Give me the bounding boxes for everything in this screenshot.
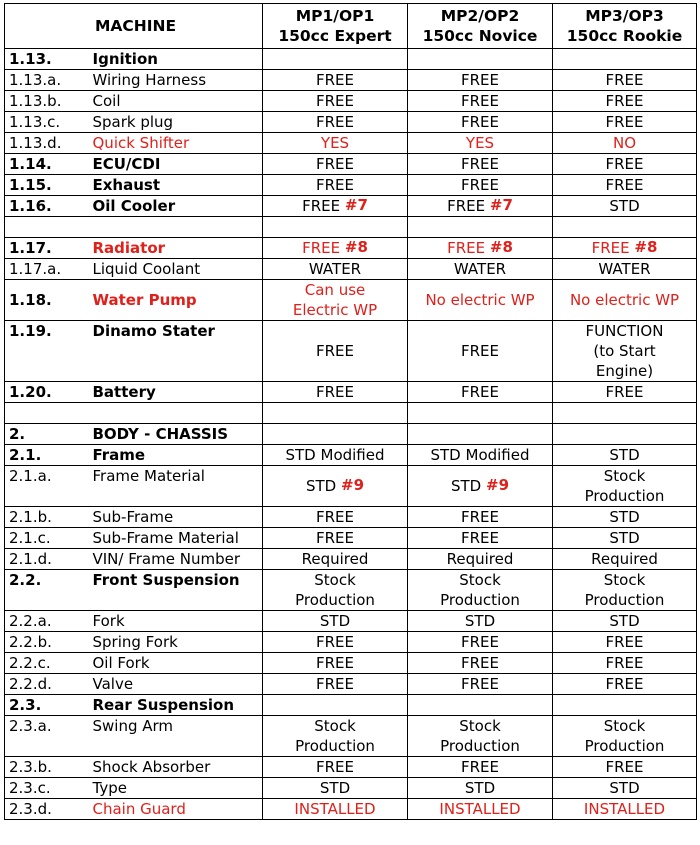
cell-mp2: FREE [408,653,553,674]
table-row [5,196,697,217]
spacer-row [5,403,697,424]
cell-mp3: FREE [553,154,697,175]
table-row [5,445,697,466]
table-row [5,238,697,259]
row-number: 2.2.a. [5,611,89,632]
cell-mp1: FREE [263,632,408,653]
cell-mp2: STD [408,778,553,799]
cell-mp1: WATER [263,259,408,280]
cell-mp3: INSTALLED [553,799,697,820]
cell-mp1: FREE #8 [263,238,408,259]
cell-mp3: FREE [553,674,697,695]
row-label: Ignition [89,49,263,70]
cell-mp2: Stock Production [408,570,553,611]
row-number: 2.1.b. [5,507,89,528]
cell-mp3: FREE [553,112,697,133]
table-row [5,632,697,653]
row-number: 1.16. [5,196,89,217]
table-row [5,70,697,91]
cell-mp2: INSTALLED [408,799,553,820]
table-row [5,154,697,175]
row-number: 2.3.b. [5,757,89,778]
table-row [5,611,697,632]
table-row [5,570,697,611]
cell-mp2: FREE [408,91,553,112]
row-number: 2.2. [5,570,89,611]
row-label: Liquid Coolant [89,259,263,280]
row-label: Fork [89,611,263,632]
cell-mp3: Stock Production [553,570,697,611]
cell-mp1: FREE [263,674,408,695]
row-label: Oil Fork [89,653,263,674]
cell-mp1: FREE [263,70,408,91]
cell-mp1: STD [263,778,408,799]
row-number: 2.1.c. [5,528,89,549]
cell-mp1: Can use Electric WP [263,280,408,321]
table-row [5,91,697,112]
row-number: 2.2.d. [5,674,89,695]
row-number: 1.17.a. [5,259,89,280]
row-number: 2.2.c. [5,653,89,674]
cell-mp2: FREE [408,382,553,403]
row-number: 2. [5,424,89,445]
row-number: 1.13.c. [5,112,89,133]
cell-mp3: NO [553,133,697,154]
cell-mp3: FREE [553,382,697,403]
table-row [5,549,697,570]
cell-mp3: Required [553,549,697,570]
row-label: Wiring Harness [89,70,263,91]
table-row [5,799,697,820]
note-ref: #8 [489,238,513,256]
row-number: 2.1.d. [5,549,89,570]
row-label: Shock Absorber [89,757,263,778]
cell-mp3: FUNCTION (to Start Engine) [553,321,697,382]
cell-mp1: FREE [263,175,408,196]
cell-mp1: YES [263,133,408,154]
cell-mp2: FREE [408,632,553,653]
row-number: 1.13.a. [5,70,89,91]
table-row [5,466,697,507]
cell-mp3: WATER [553,259,697,280]
cell-mp2: FREE [408,757,553,778]
row-number: 2.3.c. [5,778,89,799]
row-number: 2.2.b. [5,632,89,653]
column-header-mp3: MP3/OP3 150cc Rookie [553,4,697,49]
table-row [5,695,697,716]
cell-mp3: STD [553,611,697,632]
cell-mp3: FREE [553,653,697,674]
row-label: Valve [89,674,263,695]
row-label: Spring Fork [89,632,263,653]
cell-mp2: FREE [408,528,553,549]
row-number: 1.15. [5,175,89,196]
cell-mp1: FREE [263,528,408,549]
cell-mp2: FREE [408,321,553,382]
row-label: Exhaust [89,175,263,196]
cell-mp3: STD [553,507,697,528]
cell-mp3: Stock Production [553,716,697,757]
row-number: 2.3. [5,695,89,716]
cell-mp1: Stock Production [263,570,408,611]
row-label: Dinamo Stater [89,321,263,382]
row-label: Sub-Frame Material [89,528,263,549]
cell-mp3: FREE [553,632,697,653]
cell-mp2: STD [408,611,553,632]
machine-header: MACHINE [5,4,263,49]
note-ref: #8 [344,238,368,256]
table-row [5,653,697,674]
row-number: 1.14. [5,154,89,175]
row-label: Quick Shifter [89,133,263,154]
cell-mp3: STD [553,196,697,217]
row-number: 2.3.d. [5,799,89,820]
cell-mp1: STD Modified [263,445,408,466]
cell-mp2: FREE [408,70,553,91]
cell-mp3: FREE [553,91,697,112]
cell-mp2: FREE [408,112,553,133]
row-number: 1.13. [5,49,89,70]
row-label: Frame Material [89,466,263,507]
cell-mp2: FREE [408,154,553,175]
cell-mp3: STD [553,445,697,466]
row-label: Sub-Frame [89,507,263,528]
row-number: 1.18. [5,280,89,321]
cell-mp1: FREE [263,321,408,382]
table-row [5,528,697,549]
cell-mp2: Required [408,549,553,570]
cell-mp1: STD #9 [263,466,408,507]
table-row [5,674,697,695]
table-row [5,175,697,196]
table-row [5,778,697,799]
note-ref: #9 [486,476,510,494]
row-label: Coil [89,91,263,112]
column-header-mp2: MP2/OP2 150cc Novice [408,4,553,49]
note-ref: #9 [341,476,365,494]
cell-mp1: FREE [263,382,408,403]
cell-mp1: FREE [263,154,408,175]
cell-mp2: Stock Production [408,716,553,757]
row-label: Rear Suspension [89,695,263,716]
row-label: Battery [89,382,263,403]
cell-mp1: Stock Production [263,716,408,757]
row-number: 1.17. [5,238,89,259]
row-label: Water Pump [89,280,263,321]
cell-mp2: FREE [408,674,553,695]
row-number: 1.19. [5,321,89,382]
row-number: 1.13.b. [5,91,89,112]
row-label: Front Suspension [89,570,263,611]
row-label: ECU/CDI [89,154,263,175]
table-row [5,112,697,133]
cell-mp1: INSTALLED [263,799,408,820]
table-row [5,49,697,70]
note-ref: #8 [634,238,658,256]
cell-mp3: Stock Production [553,466,697,507]
cell-mp2: WATER [408,259,553,280]
cell-mp3: FREE [553,757,697,778]
row-label: Swing Arm [89,716,263,757]
note-ref: #7 [344,196,368,214]
table-row [5,382,697,403]
cell-mp1: STD [263,611,408,632]
table-row [5,280,697,321]
row-label: Spark plug [89,112,263,133]
cell-mp2: STD Modified [408,445,553,466]
specification-table [4,3,697,820]
row-label: VIN/ Frame Number [89,549,263,570]
cell-mp3: STD [553,778,697,799]
cell-mp2: FREE [408,175,553,196]
cell-mp2: FREE [408,507,553,528]
cell-mp1: Required [263,549,408,570]
row-label: Oil Cooler [89,196,263,217]
row-label: Radiator [89,238,263,259]
row-label: Type [89,778,263,799]
cell-mp3: No electric WP [553,280,697,321]
cell-mp2: FREE #7 [408,196,553,217]
note-ref: #7 [489,196,513,214]
table-row [5,757,697,778]
column-header-mp1: MP1/OP1 150cc Expert [263,4,408,49]
table-row [5,259,697,280]
section-header-row [5,424,697,445]
table-row [5,716,697,757]
row-label: Chain Guard [89,799,263,820]
cell-mp2: No electric WP [408,280,553,321]
row-number: 1.13.d. [5,133,89,154]
section-title: BODY - CHASSIS [89,424,263,445]
row-number: 2.1. [5,445,89,466]
table-header-row [5,4,697,49]
cell-mp1: FREE [263,507,408,528]
cell-mp3: STD [553,528,697,549]
row-number: 2.1.a. [5,466,89,507]
cell-mp1: FREE #7 [263,196,408,217]
cell-mp1: FREE [263,653,408,674]
row-number: 1.20. [5,382,89,403]
cell-mp3: FREE #8 [553,238,697,259]
table-row [5,507,697,528]
cell-mp1: FREE [263,757,408,778]
cell-mp1: FREE [263,91,408,112]
table-row [5,321,697,382]
cell-mp2: YES [408,133,553,154]
cell-mp2: STD #9 [408,466,553,507]
cell-mp1: FREE [263,112,408,133]
cell-mp2: FREE #8 [408,238,553,259]
spacer-row [5,217,697,238]
cell-mp3: FREE [553,70,697,91]
table-row [5,133,697,154]
row-number: 2.3.a. [5,716,89,757]
row-label: Frame [89,445,263,466]
cell-mp3: FREE [553,175,697,196]
